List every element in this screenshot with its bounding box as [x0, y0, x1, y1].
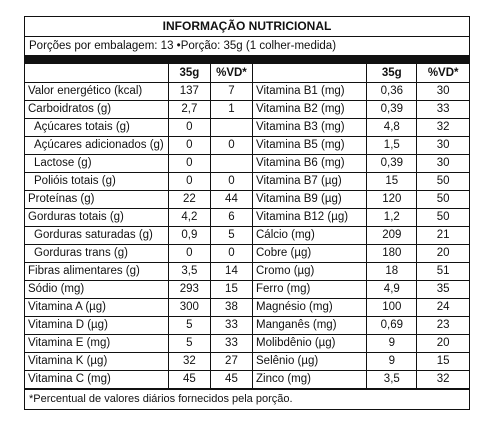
nutrient-amount: 3,5	[168, 262, 210, 280]
table-row	[25, 370, 469, 388]
nutrient-vd: 14	[210, 262, 252, 280]
nutrient-name: Vitamina B5 (mg)	[253, 136, 367, 154]
nutrient-name: Cromo (µg)	[253, 262, 367, 280]
nutrient-name: Proteínas (g)	[25, 190, 168, 208]
nutrient-amount: 4,9	[367, 280, 417, 298]
nutrient-name: Magnésio (mg)	[253, 298, 367, 316]
table-row	[25, 334, 469, 352]
nutrient-amount: 293	[168, 280, 210, 298]
nutrient-vd: 30	[417, 82, 469, 100]
nutrient-name: Zinco (mg)	[253, 370, 367, 388]
nutrient-vd: 33	[417, 100, 469, 118]
nutrient-vd	[210, 118, 252, 136]
table-row	[25, 208, 469, 226]
nutrient-vd: 50	[417, 172, 469, 190]
nutrient-amount: 0	[168, 136, 210, 154]
nutrient-amount: 5	[168, 316, 210, 334]
nutrient-vd: 24	[417, 298, 469, 316]
nutrient-amount: 2,7	[168, 100, 210, 118]
nutrient-name: Vitamina B7 (µg)	[253, 172, 367, 190]
table-row	[25, 154, 469, 172]
nutrient-amount: 0,9	[168, 226, 210, 244]
nutrient-vd: 1	[210, 100, 252, 118]
table-row	[25, 262, 469, 280]
nutrient-vd: 32	[417, 118, 469, 136]
nutrient-amount: 0,39	[367, 100, 417, 118]
nutrient-name: Cobre (µg)	[253, 244, 367, 262]
table-row	[25, 82, 469, 100]
nutrient-vd: 15	[210, 280, 252, 298]
nutrient-vd: 0	[210, 172, 252, 190]
nutrient-vd: 0	[210, 136, 252, 154]
nutrient-amount: 9	[367, 334, 417, 352]
nutrient-name: Polióis totais (g)	[25, 172, 168, 190]
nutrient-vd: 20	[417, 334, 469, 352]
nutrient-amount: 1,2	[367, 208, 417, 226]
nutrient-name: Vitamina E (mg)	[25, 334, 168, 352]
nutrient-name: Carboidratos (g)	[25, 100, 168, 118]
table-header-row	[25, 64, 469, 82]
nutrition-table	[25, 64, 469, 389]
nutrient-vd: 20	[417, 244, 469, 262]
table-row	[25, 226, 469, 244]
nutrient-name: Vitamina K (µg)	[25, 352, 168, 370]
nutrient-vd: 32	[417, 370, 469, 388]
nutrient-amount: 209	[367, 226, 417, 244]
nutrient-amount: 4,8	[367, 118, 417, 136]
nutrient-vd: 51	[417, 262, 469, 280]
nutrient-name: Vitamina A (µg)	[25, 298, 168, 316]
header-amount-right: 35g	[367, 64, 417, 82]
header-empty-left	[25, 64, 168, 82]
nutrient-name: Gorduras saturadas (g)	[25, 226, 168, 244]
table-row	[25, 100, 469, 118]
nutrient-vd: 50	[417, 208, 469, 226]
header-vd-right: %VD*	[417, 64, 469, 82]
header-empty-right	[253, 64, 367, 82]
nutrient-amount: 22	[168, 190, 210, 208]
nutrient-amount: 0,69	[367, 316, 417, 334]
header-amount-left: 35g	[168, 64, 210, 82]
nutrient-amount: 0	[168, 118, 210, 136]
nutrient-amount: 4,2	[168, 208, 210, 226]
nutrient-name: Manganês (mg)	[253, 316, 367, 334]
nutrient-amount: 0,36	[367, 82, 417, 100]
nutrient-amount: 300	[168, 298, 210, 316]
panel-title: INFORMAÇÃO NUTRICIONAL	[25, 17, 469, 37]
nutrient-amount: 0,39	[367, 154, 417, 172]
nutrient-vd: 6	[210, 208, 252, 226]
nutrient-name: Gorduras trans (g)	[25, 244, 168, 262]
nutrient-name: Vitamina B12 (µg)	[253, 208, 367, 226]
nutrient-vd: 44	[210, 190, 252, 208]
nutrient-name: Ferro (mg)	[253, 280, 367, 298]
nutrient-amount: 5	[168, 334, 210, 352]
nutrient-name: Açúcares adicionados (g)	[25, 136, 168, 154]
nutrient-name: Selênio (µg)	[253, 352, 367, 370]
nutrient-name: Fibras alimentares (g)	[25, 262, 168, 280]
nutrient-vd: 50	[417, 190, 469, 208]
nutrient-name: Vitamina B3 (mg)	[253, 118, 367, 136]
nutrient-amount: 3,5	[367, 370, 417, 388]
nutrient-name: Cálcio (mg)	[253, 226, 367, 244]
nutrient-vd: 33	[210, 316, 252, 334]
table-row	[25, 190, 469, 208]
nutrient-name: Açúcares totais (g)	[25, 118, 168, 136]
footnote: *Percentual de valores diários fornecidos pela porção.	[25, 389, 469, 409]
nutrient-name: Vitamina D (µg)	[25, 316, 168, 334]
nutrient-name: Sódio (mg)	[25, 280, 168, 298]
table-row	[25, 136, 469, 154]
table-row	[25, 244, 469, 262]
header-vd-left: %VD*	[210, 64, 252, 82]
nutrient-vd: 5	[210, 226, 252, 244]
nutrient-amount: 18	[367, 262, 417, 280]
nutrient-amount: 0	[168, 154, 210, 172]
nutrient-amount: 0	[168, 244, 210, 262]
nutrition-facts-panel	[24, 16, 470, 410]
nutrient-name: Vitamina B1 (mg)	[253, 82, 367, 100]
nutrient-name: Molibdênio (µg)	[253, 334, 367, 352]
table-row	[25, 118, 469, 136]
nutrient-amount: 137	[168, 82, 210, 100]
thick-divider	[25, 56, 469, 64]
nutrient-vd: 35	[417, 280, 469, 298]
nutrient-name: Vitamina B9 (µg)	[253, 190, 367, 208]
nutrient-name: Lactose (g)	[25, 154, 168, 172]
nutrient-vd: 38	[210, 298, 252, 316]
nutrient-amount: 120	[367, 190, 417, 208]
nutrient-name: Valor energético (kcal)	[25, 82, 168, 100]
table-row	[25, 298, 469, 316]
nutrient-vd: 33	[210, 334, 252, 352]
portion-info: Porções por embalagem: 13 •Porção: 35g (1 colher-medida)	[25, 37, 469, 56]
nutrient-vd: 30	[417, 154, 469, 172]
nutrient-vd: 0	[210, 244, 252, 262]
nutrient-name: Gorduras totais (g)	[25, 208, 168, 226]
nutrient-vd: 45	[210, 370, 252, 388]
nutrient-amount: 180	[367, 244, 417, 262]
nutrient-vd: 23	[417, 316, 469, 334]
table-row	[25, 352, 469, 370]
table-row	[25, 280, 469, 298]
nutrient-vd: 15	[417, 352, 469, 370]
nutrient-amount: 100	[367, 298, 417, 316]
nutrient-amount: 32	[168, 352, 210, 370]
nutrient-name: Vitamina C (mg)	[25, 370, 168, 388]
table-row	[25, 316, 469, 334]
nutrient-vd: 27	[210, 352, 252, 370]
nutrient-name: Vitamina B2 (mg)	[253, 100, 367, 118]
nutrient-vd	[210, 154, 252, 172]
nutrient-name: Vitamina B6 (mg)	[253, 154, 367, 172]
nutrient-amount: 15	[367, 172, 417, 190]
nutrient-amount: 45	[168, 370, 210, 388]
table-row	[25, 172, 469, 190]
nutrient-vd: 30	[417, 136, 469, 154]
nutrient-amount: 1,5	[367, 136, 417, 154]
nutrient-amount: 9	[367, 352, 417, 370]
nutrient-amount: 0	[168, 172, 210, 190]
nutrient-vd: 7	[210, 82, 252, 100]
nutrient-vd: 21	[417, 226, 469, 244]
